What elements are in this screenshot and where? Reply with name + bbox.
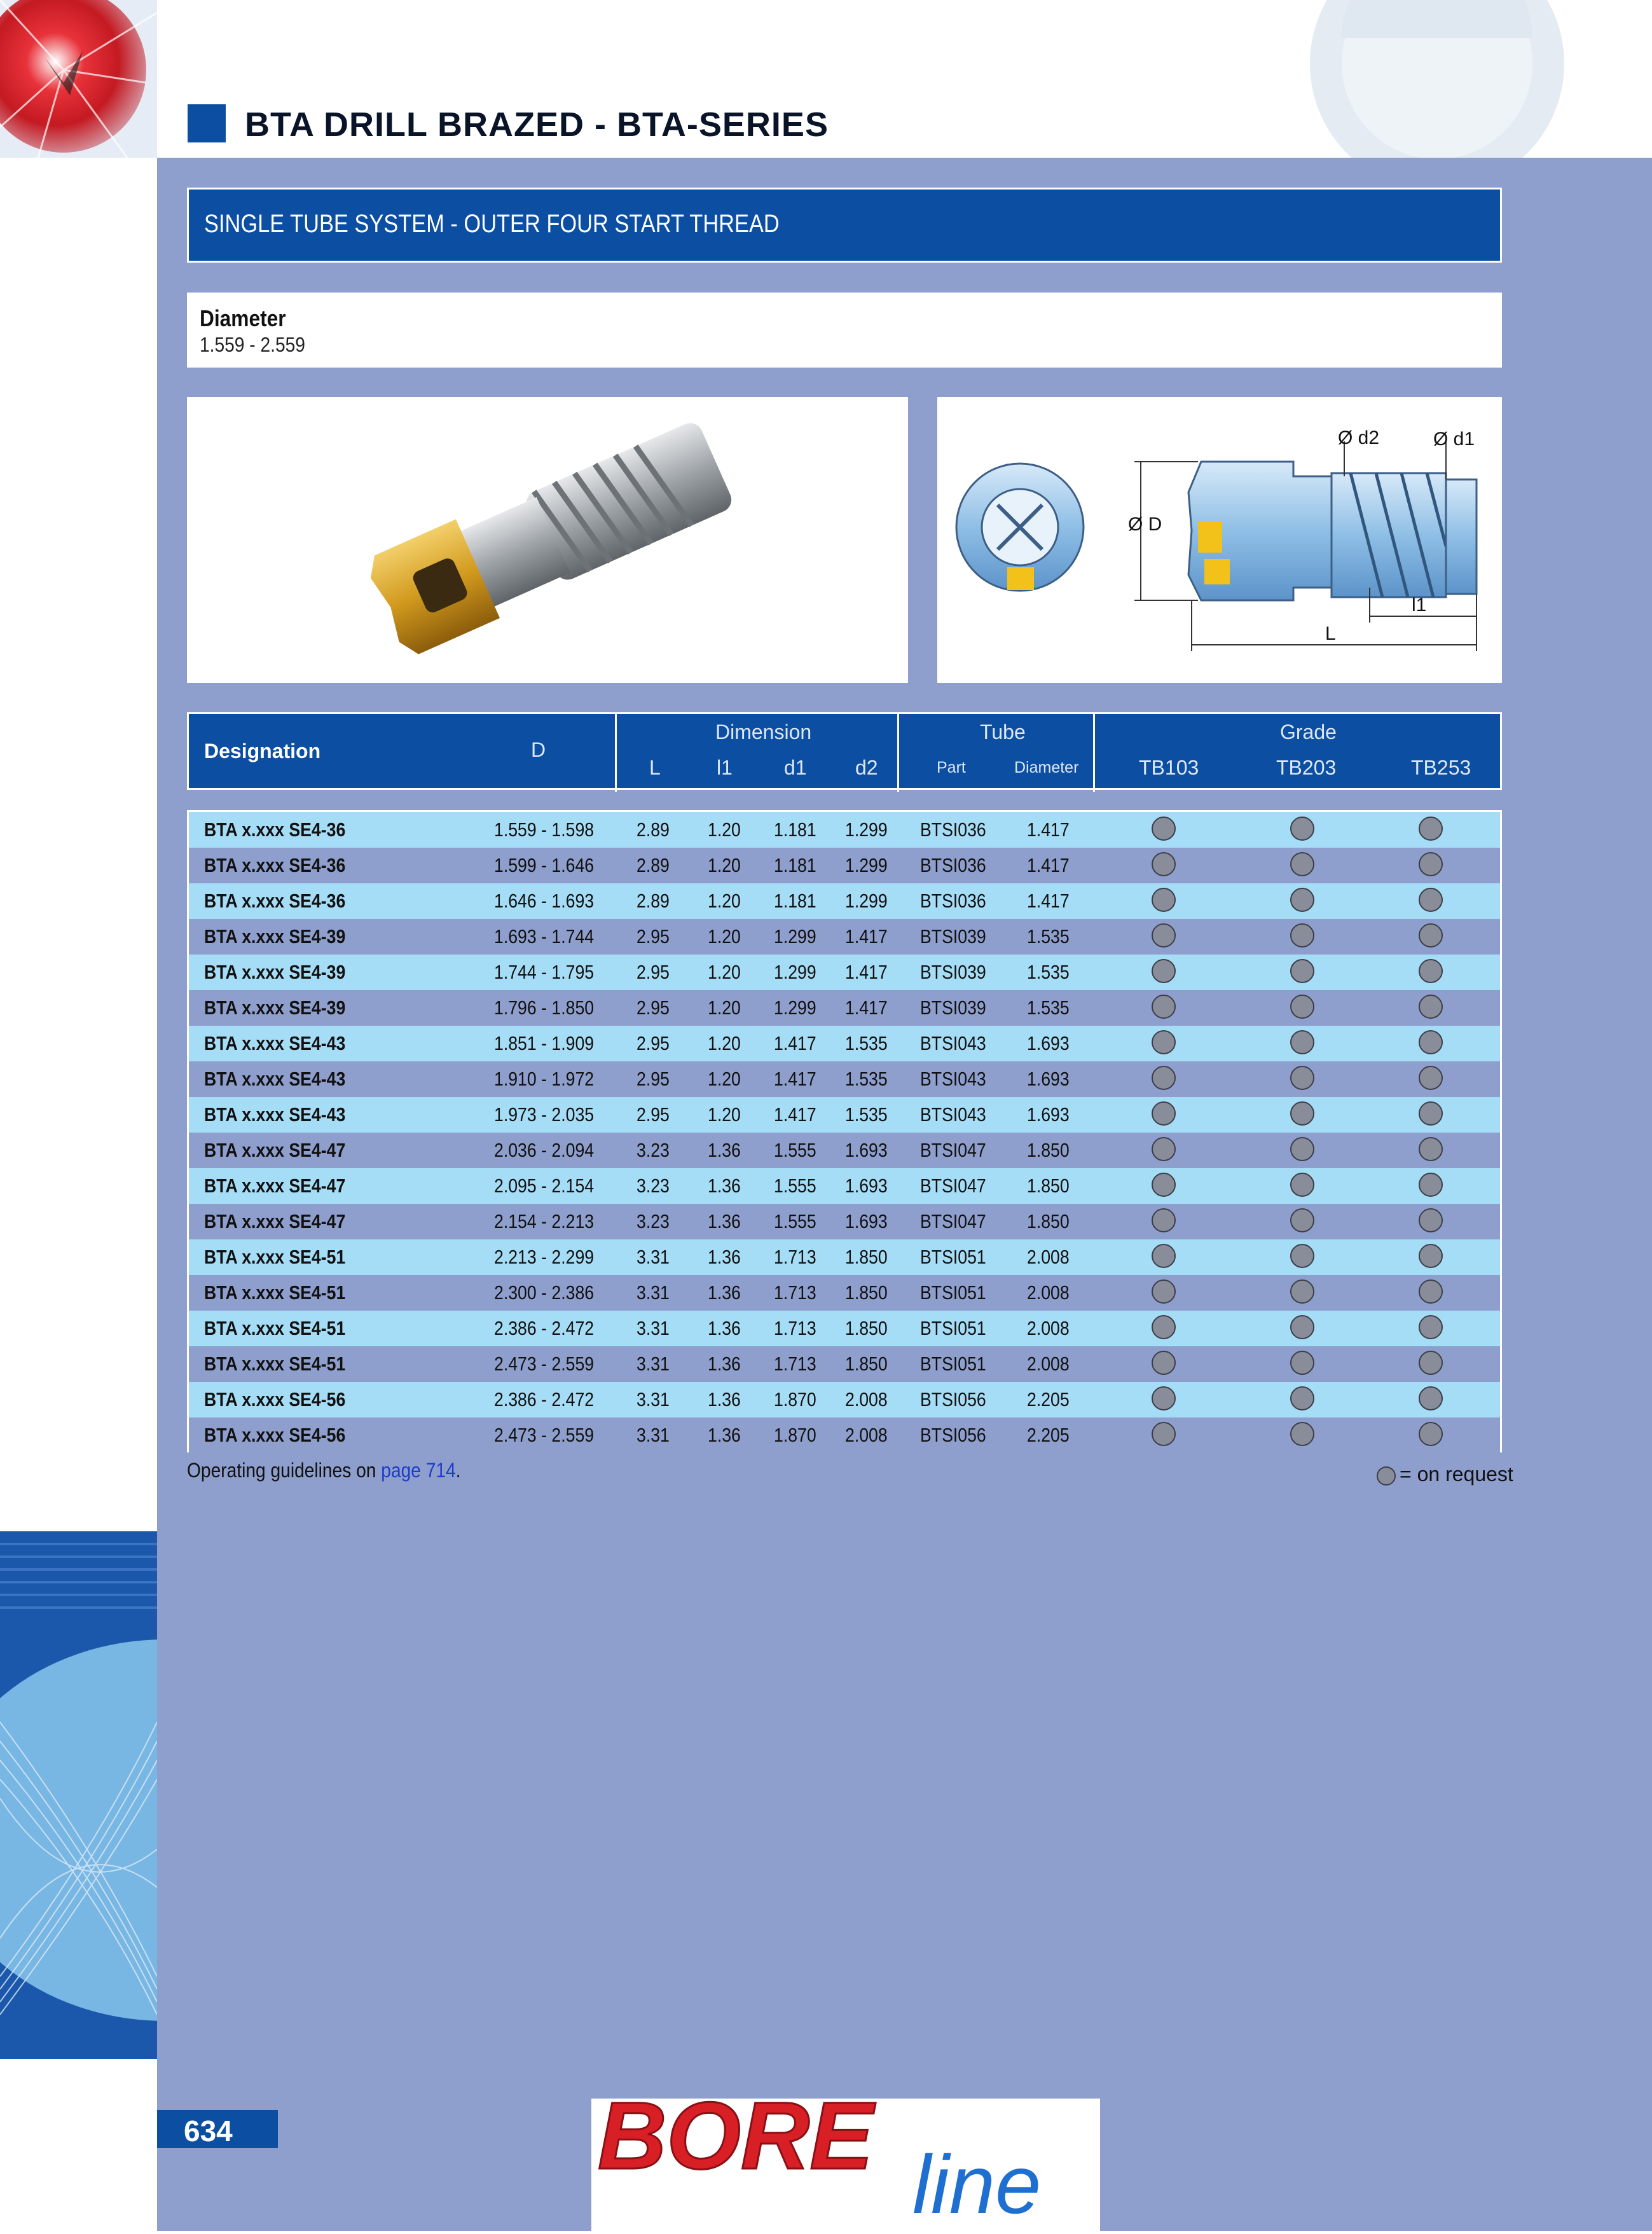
cell-l: 2.89 [637,818,670,841]
grade-tb203-dot-icon [1290,1386,1314,1410]
cell-l1: 1.20 [708,854,741,876]
legend-text: = on request [1400,1463,1513,1486]
cell-l1: 1.36 [708,1210,741,1232]
cell-l: 2.95 [637,996,670,1019]
cell-diameter: 1.693 [1027,1103,1070,1126]
cell-part: BTSI043 [920,1068,986,1090]
cell-part: BTSI047 [920,1139,986,1161]
cell-d2: 1.850 [845,1353,888,1375]
operating-suffix: . [455,1459,461,1482]
cell-designation: BTA x.xxx SE4-43 [204,1032,346,1054]
cell-designation: BTA x.xxx SE4-51 [204,1353,346,1375]
cell-l: 2.95 [637,925,670,948]
header-tb253: TB253 [1411,756,1471,779]
d1-label: Ø d1 [1433,429,1475,450]
operating-guidelines-link[interactable]: page 714 [381,1459,456,1482]
cell-designation: BTA x.xxx SE4-47 [204,1175,346,1197]
grade-tb253-dot-icon [1419,1422,1443,1446]
grade-tb203-dot-icon [1290,923,1314,948]
grade-tb203-dot-icon [1290,1030,1314,1054]
cell-d2: 1.693 [845,1175,888,1197]
header-tube-diameter: Diameter [1014,759,1079,776]
grade-tb103-dot-icon [1152,852,1176,876]
cell-diameter: 1.535 [1027,996,1070,1019]
table-row [189,1417,1500,1453]
cell-d1: 1.417 [774,1032,816,1054]
grade-tb203-dot-icon [1290,1279,1314,1304]
grade-tb253-dot-icon [1419,1315,1443,1339]
cell-d: 2.386 - 2.472 [494,1388,595,1410]
cell-d: 1.796 - 1.850 [494,996,595,1019]
grade-tb103-dot-icon [1152,1208,1176,1232]
cell-part: BTSI051 [920,1281,986,1304]
grade-tb253-dot-icon [1419,817,1443,841]
cell-d: 2.473 - 2.559 [494,1353,595,1375]
logo-line: line [912,2138,1042,2231]
cell-diameter: 1.693 [1027,1032,1070,1054]
cell-diameter: 2.008 [1027,1281,1070,1304]
cell-d: 1.693 - 1.744 [494,925,595,948]
cell-l: 3.23 [637,1210,670,1232]
cell-d2: 1.417 [845,961,888,983]
grade-tb253-dot-icon [1419,1244,1443,1268]
left-decorative-image [0,1531,157,2059]
cell-diameter: 2.008 [1027,1353,1070,1375]
title-marker [188,104,226,142]
cell-d1: 1.299 [774,925,816,948]
cell-l: 3.23 [637,1175,670,1197]
header-L: L [649,756,661,779]
grade-tb253-dot-icon [1419,1066,1443,1090]
cell-l: 3.31 [637,1353,670,1375]
cell-designation: BTA x.xxx SE4-39 [204,925,346,948]
cell-d: 2.386 - 2.472 [494,1317,595,1339]
cell-designation: BTA x.xxx SE4-39 [204,996,346,1019]
cell-d1: 1.417 [774,1068,816,1090]
cell-l1: 1.36 [708,1317,741,1339]
cell-diameter: 2.008 [1027,1317,1070,1339]
cell-d2: 1.417 [845,996,888,1019]
cell-d1: 1.713 [774,1317,816,1339]
table-row [189,848,1500,883]
table-row [189,990,1500,1026]
cell-diameter: 1.417 [1027,890,1070,912]
column-divider [1093,714,1095,792]
table-row [189,1097,1500,1133]
grade-tb103-dot-icon [1152,959,1176,983]
cell-d2: 1.693 [845,1139,888,1161]
table-row [189,1204,1500,1239]
grade-tb203-dot-icon [1290,852,1314,876]
column-divider [897,714,899,792]
cell-l1: 1.36 [708,1353,741,1375]
cell-l: 2.95 [637,961,670,983]
cell-diameter: 1.693 [1027,1068,1070,1090]
grade-tb103-dot-icon [1152,817,1176,841]
cell-diameter: 1.417 [1027,818,1070,841]
cell-designation: BTA x.xxx SE4-36 [204,818,346,841]
cell-d2: 2.008 [845,1424,888,1446]
cell-designation: BTA x.xxx SE4-47 [204,1139,346,1161]
diameter-label: Diameter [200,305,286,331]
cell-designation: BTA x.xxx SE4-43 [204,1103,346,1126]
header-l1: l1 [717,756,733,779]
cell-d: 2.154 - 2.213 [494,1210,595,1232]
cell-l1: 1.20 [708,996,741,1019]
cell-part: BTSI036 [920,818,986,841]
cell-l: 2.95 [637,1032,670,1054]
grade-tb203-dot-icon [1290,995,1314,1019]
cell-part: BTSI039 [920,925,986,948]
cell-designation: BTA x.xxx SE4-51 [204,1246,346,1268]
header-grade: Grade [1280,721,1337,743]
table-row [189,1346,1500,1382]
cell-part: BTSI051 [920,1246,986,1268]
outer-diameter-label: Ø D [1128,514,1162,535]
cell-d: 2.213 - 2.299 [494,1246,595,1268]
grade-tb253-dot-icon [1419,1101,1443,1126]
header-tb203: TB203 [1276,756,1337,779]
header-tb103: TB103 [1139,756,1199,779]
diameter-box [187,293,1502,368]
cell-l1: 1.36 [708,1281,741,1304]
grade-tb203-dot-icon [1290,1137,1314,1161]
cell-diameter: 1.535 [1027,925,1070,948]
cell-l: 2.95 [637,1103,670,1126]
grade-tb253-dot-icon [1419,1173,1443,1197]
table-row [189,1382,1500,1417]
cell-l: 3.31 [637,1388,670,1410]
cell-d1: 1.713 [774,1246,816,1268]
grade-tb103-dot-icon [1152,1351,1176,1375]
boreline-logo [591,2099,1100,2231]
cell-part: BTSI051 [920,1353,986,1375]
cell-part: BTSI051 [920,1317,986,1339]
cell-d1: 1.555 [774,1210,816,1232]
grade-tb203-dot-icon [1290,1351,1314,1375]
grade-tb203-dot-icon [1290,1101,1314,1126]
grade-tb253-dot-icon [1419,852,1443,876]
cell-d1: 1.713 [774,1281,816,1304]
cell-d2: 1.417 [845,925,888,948]
cell-designation: BTA x.xxx SE4-56 [204,1424,346,1446]
grade-tb103-dot-icon [1152,1173,1176,1197]
cell-part: BTSI039 [920,996,986,1019]
cell-l1: 1.20 [708,1032,741,1054]
table-row [189,1061,1500,1097]
cell-l1: 1.20 [708,925,741,948]
grade-tb253-dot-icon [1419,1030,1443,1054]
grade-tb103-dot-icon [1152,1137,1176,1161]
cell-l1: 1.36 [708,1424,741,1446]
page-number: 634 [184,2114,233,2148]
grade-tb103-dot-icon [1152,1066,1176,1090]
cell-d: 2.036 - 2.094 [494,1139,595,1161]
cell-d1: 1.181 [774,890,816,912]
cell-diameter: 1.850 [1027,1210,1070,1232]
cell-l1: 1.20 [708,961,741,983]
grade-tb253-dot-icon [1419,888,1443,912]
cell-d2: 1.850 [845,1281,888,1304]
table-row [189,919,1500,955]
d2-label: Ø d2 [1338,427,1380,448]
grade-tb203-dot-icon [1290,888,1314,912]
cell-l1: 1.36 [708,1175,741,1197]
product-table [187,810,1502,1452]
grade-tb103-dot-icon [1152,1030,1176,1054]
legend [1377,1463,1513,1486]
table-row [189,1133,1500,1168]
cell-d: 1.599 - 1.646 [494,854,595,876]
cell-l: 2.95 [637,1068,670,1090]
cell-l: 3.31 [637,1281,670,1304]
cell-part: BTSI036 [920,890,986,912]
cell-l1: 1.36 [708,1246,741,1268]
cell-l1: 1.36 [708,1388,741,1410]
operating-prefix: Operating guidelines on [187,1459,382,1482]
cell-l: 3.31 [637,1424,670,1446]
cell-l: 3.31 [637,1317,670,1339]
cell-d2: 1.693 [845,1210,888,1232]
table-row [189,1311,1500,1346]
grade-tb103-dot-icon [1152,1101,1176,1126]
grade-tb253-dot-icon [1419,923,1443,948]
cell-l1: 1.20 [708,818,741,841]
cell-l: 2.89 [637,854,670,876]
table-row [189,955,1500,990]
cell-d1: 1.555 [774,1139,816,1161]
cell-l: 3.23 [637,1139,670,1161]
table-row [189,1275,1500,1311]
table-row [189,1239,1500,1275]
cell-d: 2.300 - 2.386 [494,1281,595,1304]
grade-tb103-dot-icon [1152,1315,1176,1339]
logo-bore: BORE [598,2099,874,2189]
cell-d2: 1.535 [845,1103,888,1126]
cell-d: 1.851 - 1.909 [494,1032,595,1054]
grade-tb103-dot-icon [1152,1386,1176,1410]
cell-diameter: 1.417 [1027,854,1070,876]
table-row [189,883,1500,919]
header-designation: Designation [204,740,321,762]
header-d: D [531,738,546,761]
cell-diameter: 1.850 [1027,1175,1070,1197]
cell-d: 2.095 - 2.154 [494,1175,595,1197]
cell-d1: 1.417 [774,1103,816,1126]
header-tube: Tube [980,721,1026,743]
operating-guidelines-note [187,1459,461,1482]
cell-designation: BTA x.xxx SE4-56 [204,1388,346,1410]
cell-d2: 1.299 [845,818,888,841]
cell-d: 1.910 - 1.972 [494,1068,595,1090]
grade-tb253-dot-icon [1419,1386,1443,1410]
l1-label: l1 [1412,595,1427,616]
grade-tb203-dot-icon [1290,817,1314,841]
cell-d2: 1.850 [845,1317,888,1339]
cell-part: BTSI047 [920,1210,986,1232]
grade-tb203-dot-icon [1290,1066,1314,1090]
cell-diameter: 1.850 [1027,1139,1070,1161]
grade-tb203-dot-icon [1290,959,1314,983]
page-title: BTA DRILL BRAZED - BTA-SERIES [245,106,829,144]
cell-part: BTSI043 [920,1103,986,1126]
grade-tb103-dot-icon [1152,1244,1176,1268]
grade-tb253-dot-icon [1419,1208,1443,1232]
table-row [189,1168,1500,1204]
cell-l1: 1.36 [708,1139,741,1161]
cell-d: 2.473 - 2.559 [494,1424,595,1446]
cell-d2: 2.008 [845,1388,888,1410]
table-header [187,712,1502,790]
cell-designation: BTA x.xxx SE4-47 [204,1210,346,1232]
cell-d: 1.646 - 1.693 [494,890,595,912]
grade-tb103-dot-icon [1152,1422,1176,1446]
cell-d2: 1.299 [845,854,888,876]
cell-d2: 1.535 [845,1068,888,1090]
cell-designation: BTA x.xxx SE4-51 [204,1317,346,1339]
grade-tb253-dot-icon [1419,995,1443,1019]
cell-diameter: 2.205 [1027,1388,1070,1410]
cell-d2: 1.535 [845,1032,888,1054]
cell-d: 1.559 - 1.598 [494,818,595,841]
grade-tb203-dot-icon [1290,1315,1314,1339]
cell-d: 1.973 - 2.035 [494,1103,595,1126]
cell-part: BTSI039 [920,961,986,983]
cell-l: 2.89 [637,890,670,912]
technical-drawing [937,397,1502,683]
column-divider [615,714,617,792]
cell-part: BTSI047 [920,1175,986,1197]
section-subtitle: SINGLE TUBE SYSTEM - OUTER FOUR START THREAD [204,210,780,238]
cell-designation: BTA x.xxx SE4-36 [204,854,346,876]
cell-diameter: 2.008 [1027,1246,1070,1268]
grade-tb203-dot-icon [1290,1244,1314,1268]
grade-tb253-dot-icon [1419,1351,1443,1375]
grade-tb103-dot-icon [1152,923,1176,948]
cell-designation: BTA x.xxx SE4-36 [204,890,346,912]
cell-designation: BTA x.xxx SE4-39 [204,961,346,983]
cell-designation: BTA x.xxx SE4-43 [204,1068,346,1090]
cell-d1: 1.870 [774,1388,816,1410]
grade-tb103-dot-icon [1152,1279,1176,1304]
diameter-range: 1.559 - 2.559 [200,333,305,356]
grade-tb253-dot-icon [1419,1279,1443,1304]
page-number-box [157,2110,278,2148]
product-photo [187,397,908,683]
cell-d: 1.744 - 1.795 [494,961,595,983]
table-row [189,812,1500,848]
header-d1: d1 [784,756,807,779]
cell-d1: 1.555 [774,1175,816,1197]
cell-diameter: 1.535 [1027,961,1070,983]
cell-d1: 1.713 [774,1353,816,1375]
header-dimension: Dimension [715,721,812,743]
cell-l1: 1.20 [708,1103,741,1126]
cell-part: BTSI043 [920,1032,986,1054]
grade-tb203-dot-icon [1290,1208,1314,1232]
top-left-decorative-image [0,0,157,158]
cell-part: BTSI036 [920,854,986,876]
length-label: L [1325,623,1336,644]
cell-part: BTSI056 [920,1424,986,1446]
cell-designation: BTA x.xxx SE4-51 [204,1281,346,1304]
cell-d1: 1.181 [774,854,816,876]
cell-d2: 1.299 [845,890,888,912]
grade-tb203-dot-icon [1290,1173,1314,1197]
grade-tb103-dot-icon [1152,995,1176,1019]
grade-tb103-dot-icon [1152,888,1176,912]
header-d2: d2 [855,756,878,779]
table-row [189,1026,1500,1061]
cell-d1: 1.299 [774,996,816,1019]
cell-d1: 1.299 [774,961,816,983]
cell-l1: 1.20 [708,1068,741,1090]
on-request-dot-icon [1377,1466,1396,1486]
cell-d1: 1.870 [774,1424,816,1446]
cell-d2: 1.850 [845,1246,888,1268]
cell-l: 3.31 [637,1246,670,1268]
cell-d1: 1.181 [774,818,816,841]
section-banner [187,188,1502,263]
cell-part: BTSI056 [920,1388,986,1410]
grade-tb253-dot-icon [1419,1137,1443,1161]
cell-l1: 1.20 [708,890,741,912]
top-right-decorative-image [1284,0,1652,158]
cell-diameter: 2.205 [1027,1424,1070,1446]
grade-tb203-dot-icon [1290,1422,1314,1446]
grade-tb253-dot-icon [1419,959,1443,983]
header-part: Part [937,759,966,776]
